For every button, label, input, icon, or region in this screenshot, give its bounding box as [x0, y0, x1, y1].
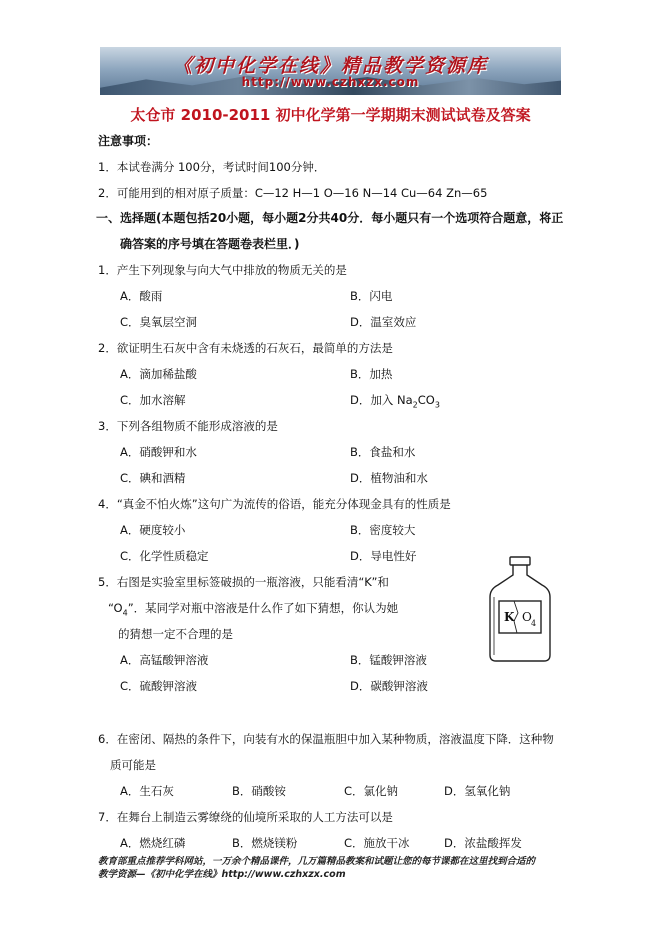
q3-option-d: D．植物油和水: [350, 471, 428, 485]
footer-line-1: 教育部重点推荐学科网站，一万余个精品课件，几万篇精品教案和试题让您的每节课都在这里找到合适的: [98, 856, 536, 867]
q1-option-c: C．臭氧层空洞: [120, 315, 198, 329]
q2-option-a: A．滴加稀盐酸: [120, 367, 197, 381]
q6-option-c: C．氯化钠: [344, 784, 399, 798]
q4-option-a: A．硬度较小: [120, 523, 186, 537]
label-o: O: [522, 610, 532, 624]
question-5-stem-line3: 的猜想一定不合理的是: [118, 627, 233, 641]
q1-option-d: D．温室效应: [350, 315, 417, 329]
question-5-stem-line1: 5．右图是实验室里标签破损的一瓶溶液，只能看清“K”和: [98, 575, 389, 589]
question-1-stem: 1．产生下列现象与向大气中排放的物质无关的是: [98, 263, 347, 277]
question-6-stem-line2: 质可能是: [110, 758, 156, 772]
banner-url[interactable]: http://www.czhxzx.com: [241, 75, 420, 89]
bottle-stopper: [510, 557, 530, 565]
q5-option-c: C．硫酸钾溶液: [120, 679, 198, 693]
q4-option-d: D．导电性好: [350, 549, 417, 563]
note-item-1: 1．本试卷满分 100分，考试时间100分钟．: [98, 160, 326, 174]
question-7-stem: 7．在舞台上制造云雾缭绕的仙境所采取的人工方法可以是: [98, 810, 393, 824]
q1-option-a: A．酸雨: [120, 289, 163, 303]
note-item-2: 2．可能用到的相对原子质量：C—12 H—1 O—16 N—14 Cu—64 Zn—65: [98, 186, 488, 200]
q4-option-b: B．密度较大: [350, 523, 416, 537]
q6-option-a: A．生石灰: [120, 784, 174, 798]
q6-option-d: D．氢氧化钠: [444, 784, 511, 798]
q7-option-a: A．燃烧红磷: [120, 836, 186, 850]
notes-heading: 注意事项：: [98, 134, 159, 148]
q5-option-b: B．锰酸钾溶液: [350, 653, 427, 667]
section-heading-line1: 一、选择题(本题包括20小题，每小题2分共40分．每小题只有一个选项符合题意，将正: [96, 211, 564, 225]
q1-option-b: B．闪电: [350, 289, 393, 303]
q7-option-c: C．施放干冰: [344, 836, 410, 850]
question-2-stem: 2．欲证明生石灰中含有未烧透的石灰石，最简单的方法是: [98, 341, 393, 355]
q2-option-c: C．加水溶解: [120, 393, 186, 407]
q3-option-a: A．硝酸钾和水: [120, 445, 197, 459]
label-k: K: [504, 610, 515, 624]
header-banner: [100, 47, 561, 95]
footer-line-2[interactable]: 教学资源—《初中化学在线》http://www.czhxzx.com: [98, 869, 346, 880]
q3-option-c: C．碘和酒精: [120, 471, 186, 485]
section-heading-line2: 确答案的序号填在答题卷表栏里．): [120, 237, 300, 251]
q2-option-d: D．加入 $Na_2CO_3$: [350, 393, 440, 410]
document-title: 太仓市 2010-2011 初中化学第一学期期末测试试卷及答案: [130, 106, 531, 124]
page-footer: [98, 855, 568, 881]
q2-option-b: B．加热: [350, 367, 393, 381]
q7-option-d: D．浓盐酸挥发: [444, 836, 522, 850]
banner-title: 《初中化学在线》精品教学资源库: [172, 55, 488, 77]
q3-option-b: B．食盐和水: [350, 445, 416, 459]
q5-option-d: D．碳酸钾溶液: [350, 679, 428, 693]
reagent-bottle-figure: [484, 555, 556, 663]
q7-option-b: B．燃烧镁粉: [232, 836, 298, 850]
q4-option-c: C．化学性质稳定: [120, 549, 209, 563]
q5-option-a: A．高锰酸钾溶液: [120, 653, 209, 667]
q6-option-b: B．硝酸铵: [232, 784, 286, 798]
question-3-stem: 3．下列各组物质不能形成溶液的是: [98, 419, 278, 433]
label-o-subscript: 4: [531, 619, 537, 628]
question-4-stem: 4．“真金不怕火炼”这句广为流传的俗语，能充分体现金具有的性质是: [98, 497, 451, 511]
question-5-stem-line2: “$O_4$”．某同学对瓶中溶液是什么作了如下猜想，你认为她: [108, 601, 399, 618]
question-6-stem-line1: 6．在密闭、隔热的条件下，向装有水的保温瓶胆中加入某种物质，溶液温度下降．这种物: [98, 732, 554, 746]
